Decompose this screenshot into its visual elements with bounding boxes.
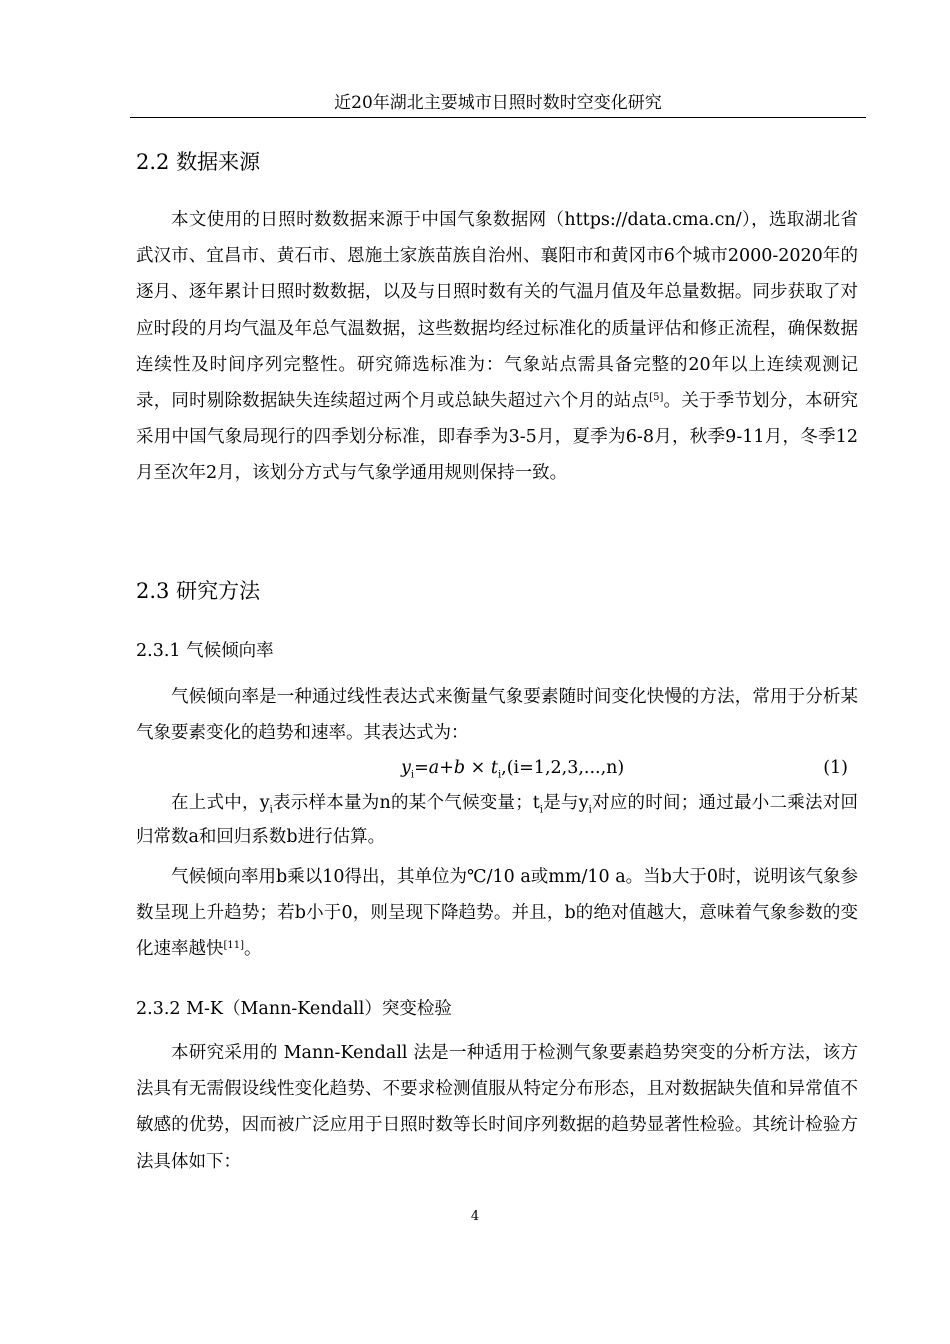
equation-number: (1) (823, 758, 848, 778)
paragraph-trend-rate-intro: 气候倾向率是一种通过线性表达式来衡量气象要素随时间变化快慢的方法，常用于分析某气象要素变化的趋势和速率。其表达式为： (136, 687, 858, 744)
paragraph-trend-rate-unit: 气候倾向率用b乘以10得出，其单位为℃/10 a或mm/10 a。当b大于0时，说明该气象参数呈现上升趋势；若b小于0，则呈现下降趋势。并且，b的绝对值越大，意味着气象参数的变化速率越快[11]。 (136, 867, 858, 960)
section-heading-2-2: 2.2 数据来源 (136, 150, 261, 174)
subsection-heading-2-3-2: 2.3.2 M-K（Mann-Kendall）突变检验 (136, 999, 452, 1019)
section-heading-2-3: 2.3 研究方法 (136, 579, 261, 603)
equation-formula: $y_i=a+b \times t_i,(i=1,2,3,...,n)$ (401, 758, 625, 781)
header-rule (130, 117, 866, 118)
paragraph-mann-kendall: 本研究采用的 Mann-Kendall 法是一种适用于检测气象要素趋势突变的分析方法，该方法具有无需假设线性变化趋势、不要求检测值服从特定分布形态，且对数据缺失值和异常值不敏感的优势，因而被广泛应用于日照时数等长时间序列数据的趋势显著性检验。其统计检验方法具体如下： (136, 1043, 858, 1172)
running-header: 近20年湖北主要城市日照时数时空变化研究 (334, 93, 662, 113)
paragraph-equation-explanation: 在上式中，$y_i$表示样本量为n的某个气候变量；$t_i$是与$y_i$对应的时间；通过最小二乘法对回归常数a和回归系数b进行估算。 (136, 793, 858, 847)
page-number: 4 (470, 1209, 480, 1224)
paragraph-text: 本文使用的日照时数数据来源于中国气象数据网（https://data.cma.cn/），选取湖北省武汉市、宜昌市、黄石市、恩施土家族苗族自治州、襄阳市和黄冈市6个城市2000-2020年的逐月、逐年累计日照时数数据，以及与日照时数有关的气温月值及年总量数据。同步获取了对应时段的月均气温及年总气温数据，这些数据均经过标准化的质量评估和修正流程，确保数据连续性及时间序列完整性。研究筛选标准为：气象站点需具备完整的20年以上连续观测记录，同时剔除数据缺失连续超过两个月或总缺失超过六个月的站点 (136, 210, 858, 412)
paragraph-data-source (136, 202, 858, 492)
citation-ref: [5] (649, 392, 664, 404)
citation-ref: [11] (223, 940, 245, 952)
paragraph-text: 。关于季节划分，本研究采用中国气象局现行的四季划分标准，即春季为3-5月，夏季为6-8月，秋季9-11月，冬季12月至次年2月，该划分方式与气象学通用规则保持一致。 (136, 391, 859, 484)
equation-1 (136, 757, 858, 779)
subsection-heading-2-3-1: 2.3.1 气候倾向率 (136, 641, 274, 661)
